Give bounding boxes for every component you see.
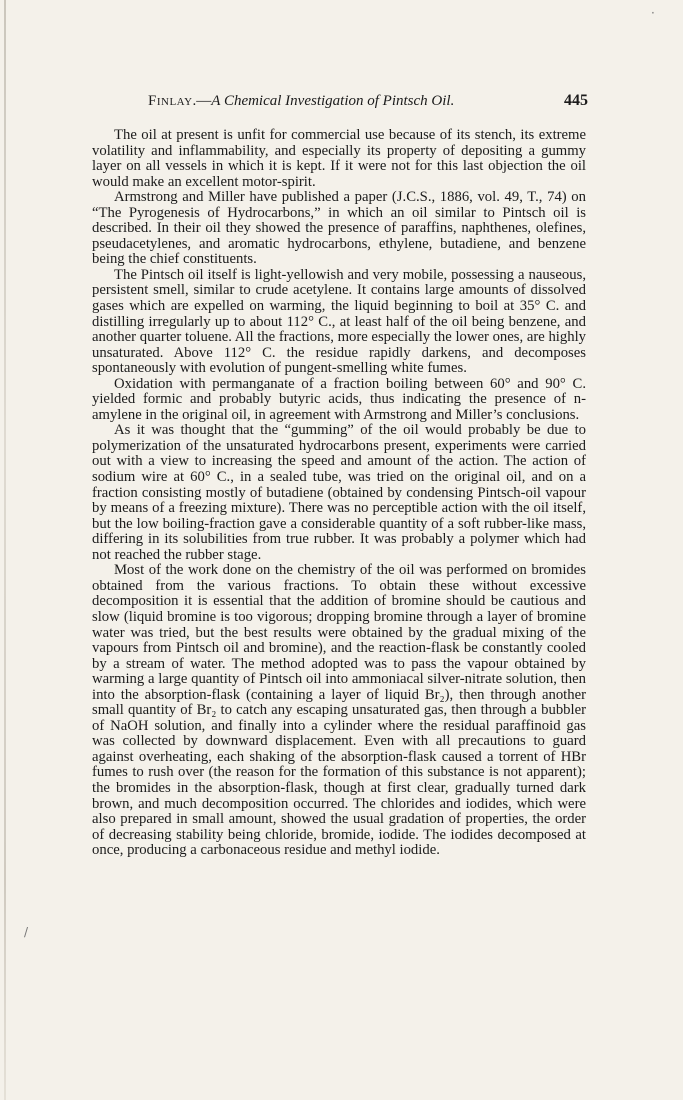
page-number: 445 — [564, 92, 588, 109]
paragraph: Oxidation with permanganate of a fraction boiling between 60° and 90° C. yielded formic and probably butyric acids, thus indicating the presence of n-amylene in the original oil, in agreement with Armstrong and Miller’s conclusions. — [92, 375, 586, 423]
paragraph: Most of the work done on the chemistry of the oil was performed on bromides obtained from the various fractions. To obtain these without excessive decomposition it is essential that the addition of bromine should be cautious and slow (liquid bromine is too vigorous; dropping bromine through a layer of bromine water was tried, but the best results were obtained by the gradual mixing of the vapours from Pintsch oil and bromine), and the reaction-flask be constantly cooled by a stream of water. The method adopted was to pass the vapour obtained by warming a large quantity of Pintsch oil into ammoniacal silver-nitrate solution, then into the absorption-flask (containing a layer of liquid Br₂), then through another small quantity of Br₂ to catch any escaping unsaturated gas, then through a bubbler of NaOH solution, and finally into a cylinder where the residual paraffinoid gas was collected by downward displacement. Even with all precautions to guard against overheating, each shaking of the absorption-flask caused a torrent of HBr fumes to rush over (the reason for the formation of this substance is not apparent); the bromides in the absorption-flask, though at first clear, gradually turned dark brown, and much decomposition occurred. The chlorides and iodides, which were also prepared in small amount, showed the usual gradation of properties, the order of decreasing stability being chloride, bromide, iodide. The iodides decomposed at once, producing a carbonaceous residue and methyl iodide. — [92, 562, 586, 859]
header-author: Finlay — [148, 93, 193, 109]
paragraph: The Pintsch oil itself is light-yellowish and very mobile, possessing a nauseous, persistent smell, similar to crude acetylene. It contains large amounts of dissolved gases which are expelled on warming, the liquid beginning to boil at 35° C. and distilling irregularly up to about 112° C., at least half of the oil being benzene, and another quarter toluene. All the fractions, more especially the lower ones, are highly unsaturated. Above 112° C. the residue rapidly darkens, and decomposes spontaneously with evolution of pungent-smelling white fumes. — [92, 266, 586, 377]
header-title: A Chemical Investigation of Pintsch Oil. — [211, 93, 455, 109]
page-speck: / — [24, 925, 29, 939]
paragraph: As it was thought that the “gumming” of the oil would probably be due to polymerization of the unsaturated hydrocarbons present, experiments were carried out with a view to increasing the speed and amount of the action. The action of sodium wire at 60° C., in a sealed tube, was tried on the original oil, and on a fraction consisting mostly of butadiene (obtained by condensing Pintsch-oil vapour by means of a freezing mixture). There was no perceptible action with the oil itself, but the low boiling-fraction gave a considerable quantity of a soft rubber-like mass, differing in its solubilities from true rubber. It was probably a polymer which had not reached the rubber stage. — [92, 422, 586, 563]
page-speck: · — [651, 6, 655, 20]
paragraph: The oil at present is unfit for commercial use because of its stench, its extreme volatility and inflammability, and especially its property of depositing a gummy layer on all vessels in which it is kept. If it were not for this last objection the oil would make an excellent motor-spirit. — [92, 127, 586, 190]
page-binding-edge — [4, 0, 6, 1100]
running-head — [148, 93, 454, 110]
paragraph: Armstrong and Miller have published a paper (J.C.S., 1886, vol. 49, T., 74) on “The Pyrogenesis of Hydrocarbons,” in which an oil similar to Pintsch oil is described. In their oil they showed the presence of paraffins, naphthenes, olefines, pseudacetylenes, and aromatic hydrocarbons, ethylene, butadiene, and benzene being the chief constituents. — [92, 189, 586, 268]
running-header — [148, 93, 588, 115]
header-separator: .— — [192, 93, 212, 109]
body-text — [92, 128, 586, 859]
